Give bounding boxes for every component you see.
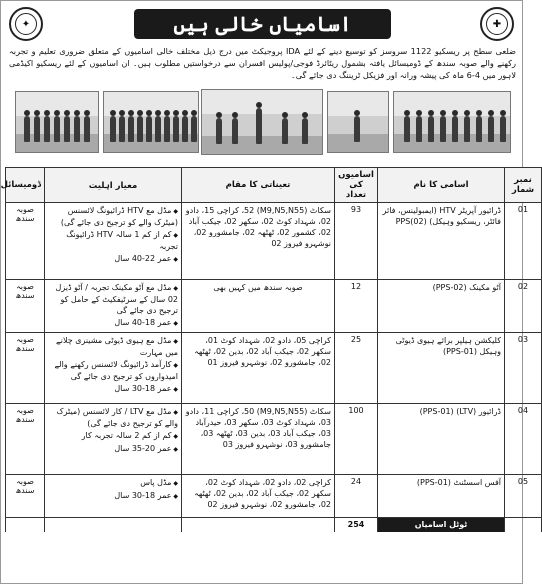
row-post-count: 24 <box>335 475 378 518</box>
row-serial: 01 <box>505 203 542 280</box>
row-serial: 05 <box>505 475 542 518</box>
header-posting-place: تعیناتی کا مقام <box>182 168 335 203</box>
criteria-item: ◆ مڈل مع آٹو مکینک تجربہ / آٹو ڈیزل 02 سال کے سرٹیفکیٹ کے حامل کو ترجیح دی جائے گی <box>48 282 178 316</box>
row-eligibility <box>45 333 182 404</box>
rescue-1122-logo-icon: ✚ <box>480 7 514 41</box>
row-eligibility <box>45 475 182 518</box>
header-serial: نمبر شمار <box>505 168 542 203</box>
row-domicile: صوبہ سندھ <box>6 475 45 518</box>
total-label: ٹوٹل اسامیاں <box>378 518 505 533</box>
table-row <box>6 404 542 475</box>
row-post-count: 93 <box>335 203 378 280</box>
row-post-name: کلیکشن ہیلپر برائے ہیوی ڈیوٹی وہیکل (PPS-01) <box>378 333 505 404</box>
criteria-item: ◆ عمر 22-40 سال <box>48 253 178 265</box>
row-serial: 04 <box>505 404 542 475</box>
criteria-item: ◆ کم از کم 1 سالہ HTV ڈرائیونگ تجربہ <box>48 229 178 252</box>
header-domicile: ڈومیسائل <box>6 168 45 203</box>
row-domicile: صوبہ سندھ <box>6 333 45 404</box>
row-post-count: 12 <box>335 280 378 333</box>
table-row <box>6 280 542 333</box>
row-domicile: صوبہ سندھ <box>6 203 45 280</box>
rescue-march-photo-icon <box>393 91 511 153</box>
table-header-row <box>6 168 542 203</box>
criteria-item: ◆ عمر 18-30 سال <box>48 490 178 502</box>
row-posting-place: کراچی 05، دادو 02، شہداد کوٹ 01، سکھر 02، جیکب آباد 02، بدین 02، ٹھٹھہ 02، جامشورو 02، نوشہرو فیروز 01 <box>182 333 335 404</box>
total-count: 254 <box>335 518 378 533</box>
row-eligibility <box>45 404 182 475</box>
criteria-item: ◆ کم از کم 2 سالہ تجربہ کار <box>48 430 178 442</box>
sindh-government-emblem-icon: ✦ <box>9 7 43 41</box>
row-eligibility <box>45 203 182 280</box>
table-row <box>6 333 542 404</box>
row-serial: 03 <box>505 333 542 404</box>
total-row <box>6 518 542 533</box>
table-row <box>6 203 542 280</box>
criteria-item: ◆ مڈل پاس <box>48 477 178 489</box>
row-posting-place: سکاٹ (M9,N5,N55) 50، کراچی 11، دادو 03، شہداد کوٹ 03، سکھر 03، حیدرآباد 03، جیکب آباد 03، بدین 03، ٹھٹھہ 03، جامشورو 03، نوشہرو فیروز 03 <box>182 404 335 475</box>
criteria-item: ◆ مڈل مع ہیوی ڈیوٹی مشینری چلانے میں مہارت <box>48 335 178 358</box>
row-eligibility <box>45 280 182 333</box>
row-posting-place: سکاٹ (M9,N5,N55) 52، کراچی 15، دادو 02، شہداد کوٹ 02، سکھر 02، جیکب آباد 02، کشمور 02، ٹھٹھہ 02، جامشورو 02، نوشہرو فیروز 02 <box>182 203 335 280</box>
header-post-count: اسامیوں کی تعداد <box>335 168 378 203</box>
criteria-item: ◆ عمر 18-40 سال <box>48 317 178 329</box>
row-post-name: ڈرائیور آپریٹر HTV (ایمبولینس، فائر فائٹر، ریسکیو وہیکل) PPS(02) <box>378 203 505 280</box>
row-posting-place: کراچی 02، دادو 02، شہداد کوٹ 02، سکھر 02، جیکب آباد 02، بدین 02، ٹھٹھہ 02، جامشورو 02، نوشہرو فیروز 02 <box>182 475 335 518</box>
row-post-name: آفس اسسٹنٹ (PPS-01) <box>378 475 505 518</box>
criteria-item: ◆ مڈل مع HTV ڈرائیونگ لائسنس (میٹرک والے کو ترجیح دی جائے گی) <box>48 205 178 228</box>
row-domicile: صوبہ سندھ <box>6 280 45 333</box>
criteria-item: ◆ مڈل مع LTV / کار لائسنس (میٹرک والے کو ترجیح دی جائے گی) <box>48 406 178 429</box>
rescue-team-photo-icon <box>15 91 99 153</box>
criteria-item: ◆ عمر 20-35 سال <box>48 443 178 455</box>
table-row <box>6 475 542 518</box>
rescue-squad-photo-icon <box>103 91 199 153</box>
rescue-parade-photo-icon <box>201 89 323 155</box>
row-serial: 02 <box>505 280 542 333</box>
row-posting-place: صوبہ سندھ میں کہیں بھی <box>182 280 335 333</box>
row-domicile: صوبہ سندھ <box>6 404 45 475</box>
page-title: اسامیاں خالی ہیں <box>134 9 391 39</box>
header-eligibility: معیار اہلیت <box>45 168 182 203</box>
row-post-count: 100 <box>335 404 378 475</box>
row-post-count: 25 <box>335 333 378 404</box>
rescue-motorbike-photo-icon <box>327 91 389 153</box>
vacancy-table <box>0 167 542 532</box>
row-post-name: ڈرائیور (LTV) (PPS-01) <box>378 404 505 475</box>
intro-paragraph: ضلعی سطح پر ریسکیو 1122 سروسز کو توسیع دینے کے لئے IDA پروجیکٹ میں درج ذیل مختلف خالی اسامیوں کے متعلق ضروری تعلیم و تجربہ رکھنے والے صوبہ سندھ کے ڈومیسائل یافتہ بشمول ریٹائرڈ فوجی/پولیس افسران سے درخواستیں مطلوب ہیں۔ ان اسامیوں کے لئے ریسکیو اکیڈمی لاہور میں 4-6 ماہ کی پیشہ ورانہ اور فزیکل ٹریننگ دی جائے گی۔ <box>9 46 516 80</box>
criteria-item: ◆ کارآمد ڈرائیونگ لائسنس رکھنے والے امیدواروں کو ترجیح دی جائے گی <box>48 359 178 382</box>
row-post-name: آٹو مکینک (PPS-02) <box>378 280 505 333</box>
criteria-item: ◆ عمر 18-30 سال <box>48 383 178 395</box>
header-post-name: اسامی کا نام <box>378 168 505 203</box>
